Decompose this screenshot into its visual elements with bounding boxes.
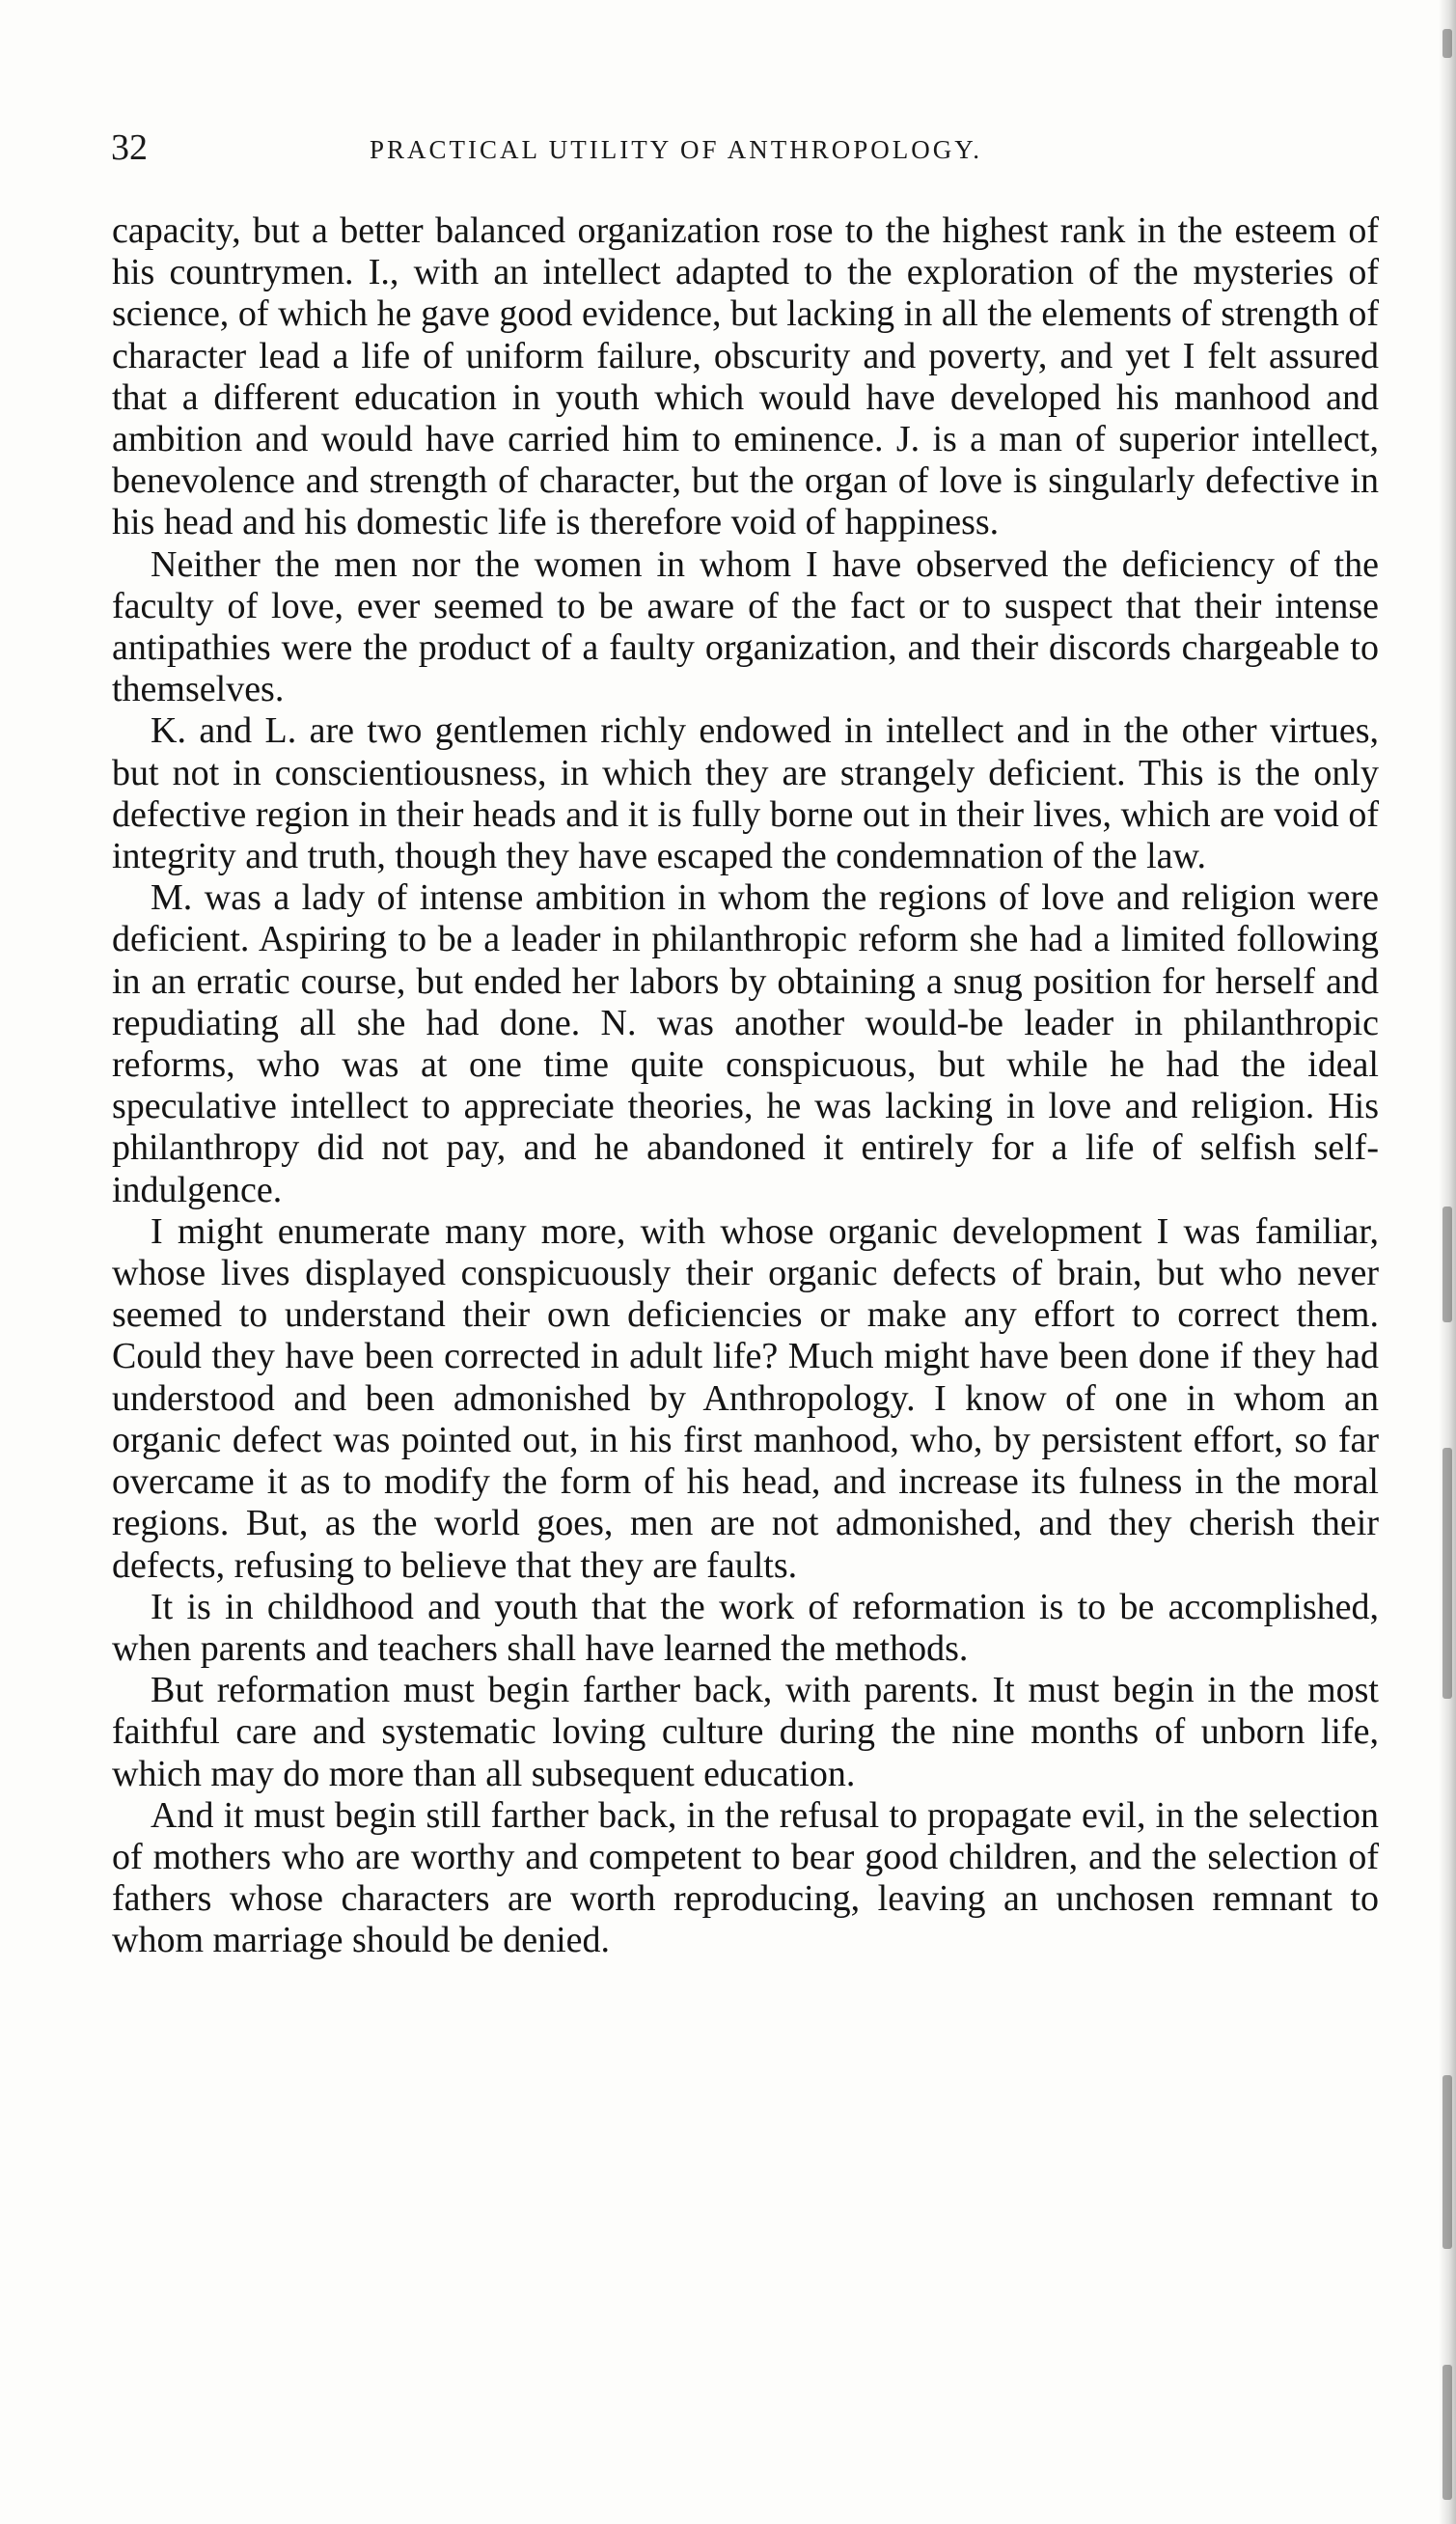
paragraph: K. and L. are two gentlemen richly endowed in intellect and in the other virtues, but not in conscientiousness, in which they are strangely deficient. This is the only defective region in their heads and it is fully borne out in their lives, which are void of integrity and truth, though they have escaped the condemnation of the law. [112, 710, 1379, 877]
paragraph: Neither the men nor the women in whom I have observed the deficiency of the faculty of love, ever seemed to be aware of the fact or to suspect that their intense antipathies were the product of a faulty organization, and their discords chargeable to themselves. [112, 543, 1379, 710]
paragraph: And it must begin still farther back, in the refusal to propagate evil, in the selection of mothers who are worthy and competent to bear good children, and the selection of fathers whose characters are worth reproducing, leaving an unchosen remnant to whom marriage should be denied. [112, 1794, 1379, 1961]
body-text [112, 210, 1379, 1962]
scan-edge-mark [1442, 1207, 1452, 1322]
paragraph: M. was a lady of intense ambition in whom the regions of love and religion were deficient. Aspiring to be a leader in philanthropic reform she had a limited following in an erratic course, but ended her labors by obtaining a snug position for herself and repudiating all she had done. N. was another would-be leader in philanthropic reforms, who was at one time quite conspicuous, but while he had the ideal speculative intellect to appreciate theories, he was lacking in love and religion. His philanthropy did not pay, and he abandoned it entirely for a life of selfish self-indulgence. [112, 877, 1379, 1210]
paragraph: capacity, but a better balanced organization rose to the highest rank in the esteem of his countrymen. I., with an intellect adapted to the exploration of the mysteries of science, of which he gave good evidence, but lacking in all the elements of strength of character lead a life of uniform failure, obscurity and poverty, and yet I felt assured that a different education in youth which would have developed his manhood and ambition and would have carried him to eminence. J. is a man of superior intellect, benevolence and strength of character, but the organ of love is singularly defective in his head and his domestic life is therefore void of happiness. [112, 210, 1379, 543]
page-number: 32 [111, 127, 148, 168]
page-header [111, 124, 1380, 172]
running-title: PRACTICAL UTILITY OF ANTHROPOLOGY. [370, 135, 983, 164]
paragraph: But reformation must begin farther back, with parents. It must begin in the most faithful care and systematic loving culture during the nine months of unborn life, which may do more than all subsequent education. [112, 1670, 1379, 1794]
paragraph: It is in childhood and youth that the work of reformation is to be accomplished, when parents and teachers shall have learned the methods. [112, 1586, 1379, 1669]
paragraph: I might enumerate many more, with whose organic development I was familiar, whose lives displayed conspicuously their organic defects of brain, but who never seemed to understand their own deficiencies or make any effort to correct them. Could they have been corrected in adult life? Much might have been done if they had understood and been admonished by Anthropology. I know of one in whom an organic defect was pointed out, in his first manhood, who, by persistent effort, so far overcame it as to modify the form of his head, and increase its fulness in the moral regions. But, as the world goes, men are not admonished, and they cherish their defects, refusing to believe that they are faults. [112, 1210, 1379, 1586]
scan-edge-mark [1442, 29, 1452, 58]
scan-edge-mark [1442, 2365, 1452, 2500]
scan-edge-mark [1442, 2075, 1452, 2249]
scan-edge-mark [1442, 1448, 1452, 1699]
